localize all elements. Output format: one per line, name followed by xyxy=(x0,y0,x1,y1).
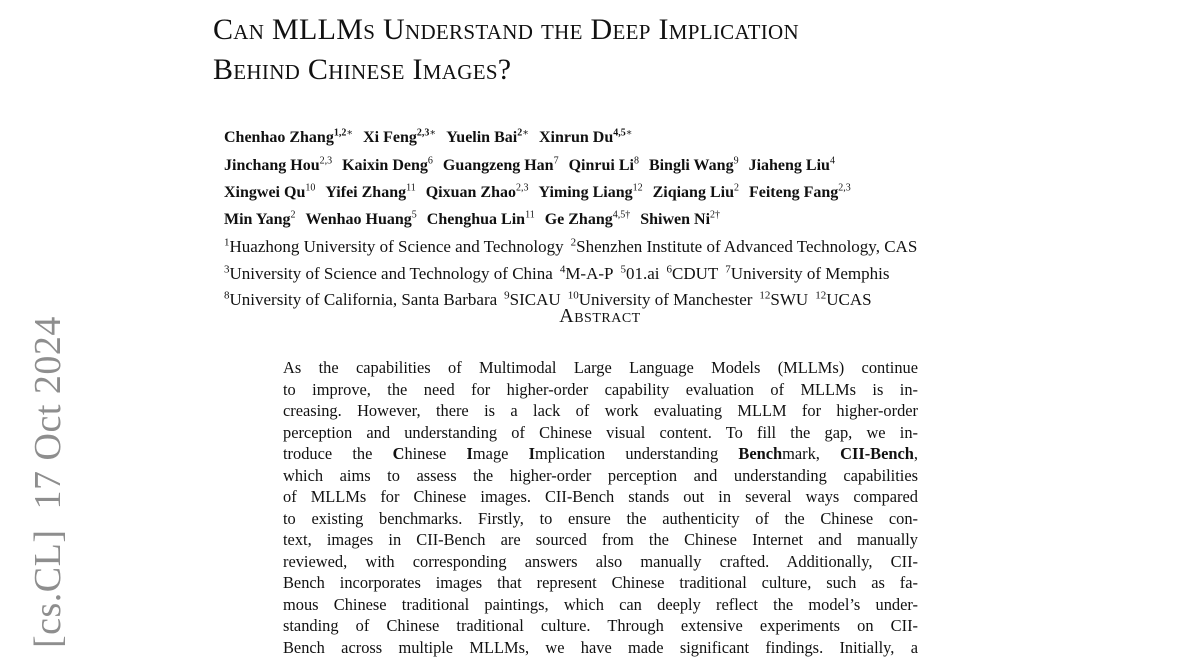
author-line xyxy=(224,177,1144,204)
affiliation-name: UCAS xyxy=(826,290,871,309)
author-block xyxy=(224,122,1144,311)
affiliation xyxy=(224,237,564,256)
abstract-line: Bench across multiple MLLMs, we have made significant findings. Initially, a xyxy=(283,637,918,658)
affiliation-name: University of Memphis xyxy=(731,264,890,283)
author-affiliation-mark: 2,3 xyxy=(417,128,430,139)
affiliation xyxy=(560,264,614,283)
author-name: Guangzeng Han xyxy=(443,157,554,174)
affiliation-number: 6 xyxy=(667,263,673,275)
affiliation-number: 1 xyxy=(224,236,230,248)
author-name: Ziqiang Liu xyxy=(653,184,734,201)
paper-title-line-2: Behind Chinese Images? xyxy=(213,50,1113,90)
author xyxy=(446,129,529,146)
affiliation-name: SICAU xyxy=(510,290,561,309)
abstract-line: text, images in CII-Bench are sourced from the Chinese Internet and manually xyxy=(283,529,918,551)
affiliation-name: University of Science and Technology of China xyxy=(230,264,553,283)
author-affiliation-mark: 9 xyxy=(734,155,739,166)
author xyxy=(443,157,559,174)
affiliation xyxy=(725,264,889,283)
abstract-line: perception and understanding of Chinese visual content. To fill the gap, we in- xyxy=(283,422,918,444)
author-affiliation-mark: 2,3 xyxy=(838,183,851,194)
author-name: Yuelin Bai xyxy=(446,129,517,146)
affiliation-name: University of Manchester xyxy=(579,290,753,309)
abstract-line: which aims to assess the higher-order perception and understanding capabilities xyxy=(283,465,918,487)
paper-title-line-1: Can MLLMs Understand the Deep Implication xyxy=(213,10,1113,50)
author-affiliation-mark: 12 xyxy=(633,183,643,194)
arxiv-stamp: [cs.CL] 17 Oct 2024 xyxy=(22,316,74,648)
affiliation-number: 8 xyxy=(224,290,230,302)
author-affiliation-mark: 2,3 xyxy=(320,155,333,166)
author-affiliation-mark: 2† xyxy=(710,210,720,221)
author-name: Chenhao Zhang xyxy=(224,129,334,146)
affiliation-number: 4 xyxy=(560,263,566,275)
author-name: Qixuan Zhao xyxy=(426,184,516,201)
affiliation-number: 12 xyxy=(759,290,770,302)
affiliation-number: 7 xyxy=(725,263,731,275)
author xyxy=(224,211,296,228)
affiliation-name: CDUT xyxy=(672,264,718,283)
author-name: Bingli Wang xyxy=(649,157,734,174)
author xyxy=(224,184,315,201)
abstract-line: reviewed, with corresponding answers also manually crafted. Additionally, CII- xyxy=(283,551,918,573)
abstract-line: to improve, the need for higher-order capability evaluation of MLLMs is in- xyxy=(283,379,918,401)
affiliation-name: SWU xyxy=(770,290,808,309)
author-line xyxy=(224,149,1144,176)
author-list xyxy=(224,122,1144,231)
author xyxy=(427,211,535,228)
abstract-line: creasing. However, there is a lack of work evaluating MLLM for higher-order xyxy=(283,400,918,422)
affiliation-line xyxy=(224,258,1144,285)
author-affiliation-mark: 10 xyxy=(305,183,315,194)
author-affiliation-mark: 11 xyxy=(525,210,535,221)
affiliation-name: University of California, Santa Barbara xyxy=(230,290,498,309)
author xyxy=(749,184,851,201)
affiliation-list xyxy=(224,231,1144,311)
author-affiliation-mark: 5 xyxy=(412,210,417,221)
affiliation xyxy=(571,237,918,256)
affiliation xyxy=(224,264,553,283)
abstract-line: As the capabilities of Multimodal Large Language Models (MLLMs) continue xyxy=(283,357,918,379)
author xyxy=(539,184,643,201)
author-name: Jinchang Hou xyxy=(224,157,320,174)
affiliation-name: Shenzhen Institute of Advanced Technology, CAS xyxy=(576,237,917,256)
affiliation-number: 5 xyxy=(620,263,626,275)
author xyxy=(539,129,633,146)
author-affiliation-mark: 2 xyxy=(291,210,296,221)
equal-contribution-mark: ∗ xyxy=(626,128,633,139)
affiliation-number: 3 xyxy=(224,263,230,275)
author-name: Xingwei Qu xyxy=(224,184,305,201)
equal-contribution-mark: ∗ xyxy=(429,128,436,139)
author-line xyxy=(224,122,1144,149)
author-name: Qinrui Li xyxy=(569,157,634,174)
author-name: Min Yang xyxy=(224,211,291,228)
abstract-line: Bench incorporates images that represent Chinese traditional culture, such as fa- xyxy=(283,572,918,594)
affiliation-name: M-A-P xyxy=(565,264,613,283)
author xyxy=(749,157,835,174)
author-affiliation-mark: 4 xyxy=(830,155,835,166)
author-affiliation-mark: 4,5† xyxy=(613,210,631,221)
author xyxy=(640,211,720,228)
author-affiliation-mark: 7 xyxy=(554,155,559,166)
author xyxy=(653,184,739,201)
equal-contribution-mark: ∗ xyxy=(522,128,529,139)
abstract-body xyxy=(283,357,918,658)
author-affiliation-mark: 11 xyxy=(406,183,416,194)
affiliation-number: 9 xyxy=(504,290,510,302)
author xyxy=(569,157,639,174)
paper-title xyxy=(213,10,1113,90)
author xyxy=(325,184,415,201)
author-affiliation-mark: 1,2 xyxy=(334,128,347,139)
author-name: Shiwen Ni xyxy=(640,211,710,228)
author-name: Chenghua Lin xyxy=(427,211,525,228)
author xyxy=(224,129,353,146)
affiliation-number: 2 xyxy=(571,236,577,248)
affiliation xyxy=(667,264,719,283)
author xyxy=(649,157,739,174)
equal-contribution-mark: ∗ xyxy=(346,128,353,139)
author-affiliation-mark: 2 xyxy=(517,128,522,139)
author xyxy=(545,211,631,228)
affiliation-name: Huazhong University of Science and Technology xyxy=(230,237,564,256)
abstract-line: to existing benchmarks. Firstly, to ensure the authenticity of the Chinese con- xyxy=(283,508,918,530)
abstract-line: of MLLMs for Chinese images. CII-Bench stands out in several ways compared xyxy=(283,486,918,508)
affiliation xyxy=(620,264,659,283)
author xyxy=(224,157,332,174)
author-name: Xi Feng xyxy=(363,129,417,146)
author-name: Xinrun Du xyxy=(539,129,613,146)
abstract-heading: Abstract xyxy=(0,305,1200,328)
author xyxy=(426,184,529,201)
author-name: Jiaheng Liu xyxy=(749,157,830,174)
author-name: Yifei Zhang xyxy=(325,184,406,201)
affiliation-number: 10 xyxy=(568,290,579,302)
abstract-line: standing of Chinese traditional culture. Through extensive experiments on CII- xyxy=(283,615,918,637)
author-name: Wenhao Huang xyxy=(306,211,412,228)
author-affiliation-mark: 8 xyxy=(634,155,639,166)
author-name: Ge Zhang xyxy=(545,211,613,228)
author-affiliation-mark: 4,5 xyxy=(613,128,626,139)
author xyxy=(306,211,417,228)
author-name: Yiming Liang xyxy=(539,184,633,201)
affiliation-line xyxy=(224,231,1144,258)
author-line xyxy=(224,204,1144,231)
abstract-line: mous Chinese traditional paintings, which can deeply reflect the model’s under- xyxy=(283,594,918,616)
author-name: Feiteng Fang xyxy=(749,184,838,201)
author-affiliation-mark: 2,3 xyxy=(516,183,529,194)
author-affiliation-mark: 2 xyxy=(734,183,739,194)
affiliation-number: 12 xyxy=(815,290,826,302)
author-affiliation-mark: 6 xyxy=(428,155,433,166)
abstract-line: troduce the Chinese Image Implication understanding Benchmark, CII-Bench, xyxy=(283,443,918,465)
author xyxy=(363,129,436,146)
author xyxy=(342,157,433,174)
author-name: Kaixin Deng xyxy=(342,157,428,174)
affiliation-name: 01.ai xyxy=(626,264,660,283)
